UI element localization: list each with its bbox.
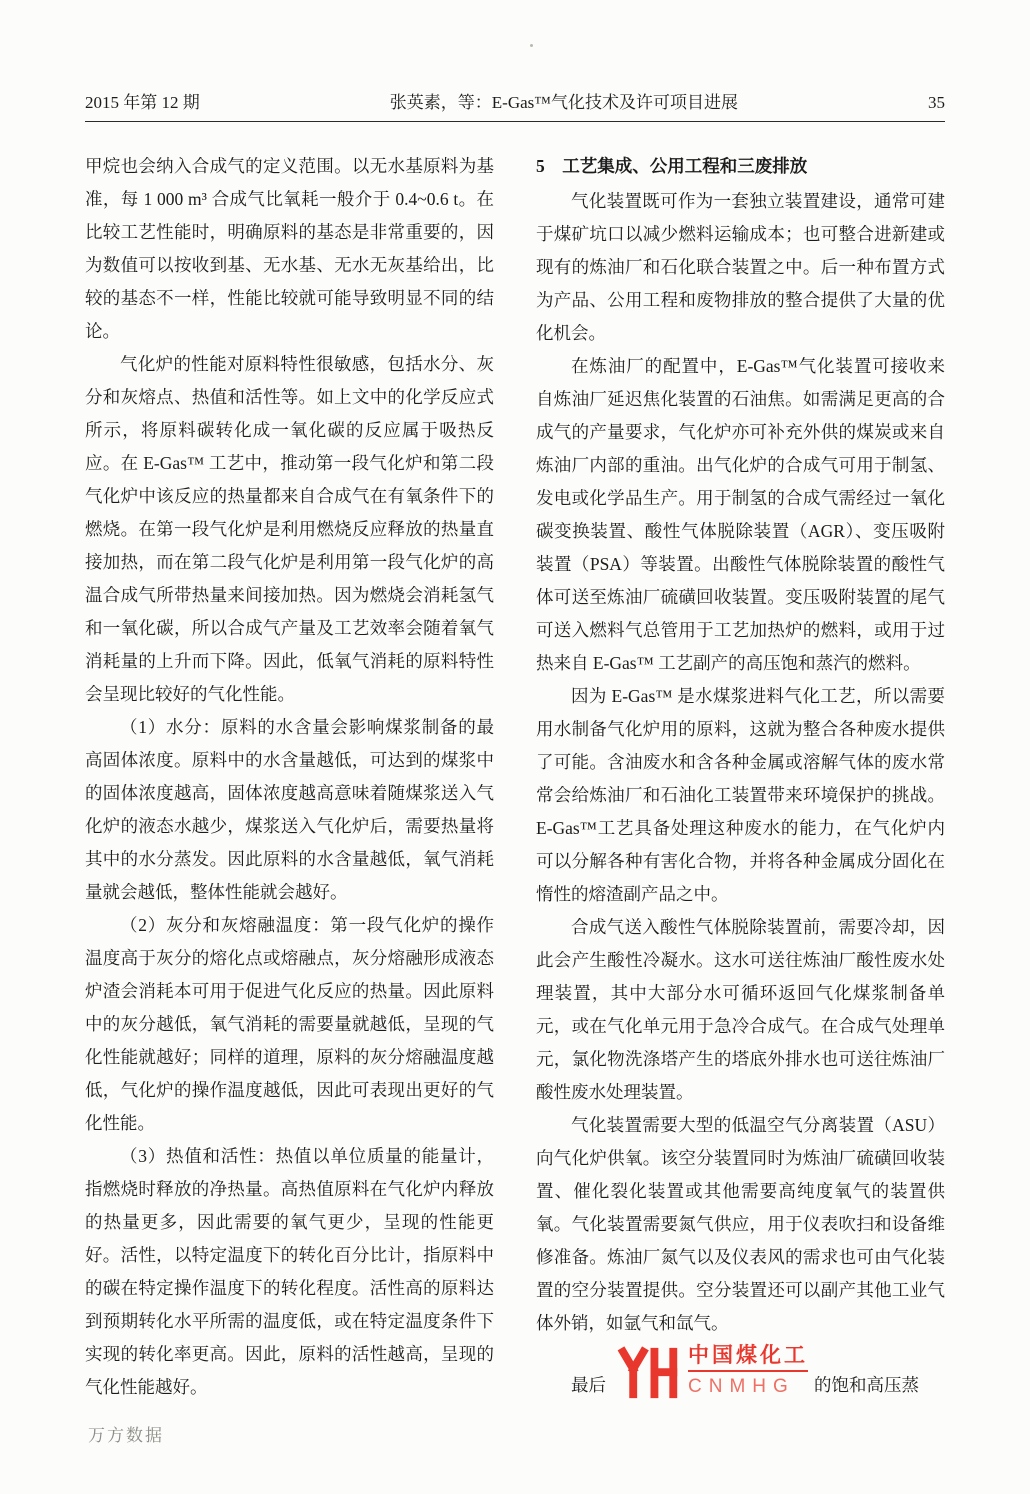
header-rule xyxy=(85,121,945,122)
paragraph: （1）水分：原料的水含量会影响煤浆制备的最高固体浓度。原料中的水含量越低，可达到的煤浆中的固体浓度越高，固体浓度越高意味着随煤浆送入气化炉的液态水越少，煤浆送入气化炉后，需要热量将其中的水分蒸发。因此原料的水含量越低，氧气消耗量就会越低，整体性能就会越好。 xyxy=(85,717,494,902)
wanfang-data-watermark: 万方数据 xyxy=(88,1426,164,1445)
china-coal-chem-logo-icon xyxy=(612,1344,678,1402)
last-text-line-with-watermark xyxy=(536,1342,945,1402)
watermark-brand: 中国煤化工 xyxy=(688,1342,808,1372)
scan-artifact-dot xyxy=(530,44,533,47)
header-issue: 2015 年第 12 期 xyxy=(85,93,200,112)
watermark-subbrand: CNMHG xyxy=(688,1376,795,1397)
section-heading: 5 工艺集成、公用工程和三废排放 xyxy=(536,156,808,176)
watermark-text xyxy=(688,1342,808,1402)
paragraph: 气化装置需要大型的低温空气分离装置（ASU）向气化炉供氧。该空分装置同时为炼油厂硫磺回收装置、催化裂化装置或其他需要高纯度氧气的装置供氧。气化装置需要氮气供应，用于仪表吹扫和设备维修准备。炼油厂氮气以及仪表风的需求也可由气化装置的空分装置提供。空分装置还可以副产其他工业气体外销，如氩气和氙气。 xyxy=(536,1115,945,1333)
left-column xyxy=(85,150,494,1404)
right-column xyxy=(536,150,945,1404)
paragraph: 因为 E-Gas™ 是水煤浆进料气化工艺，所以需要用水制备气化炉用的原料，这就为整合各种废水提供了可能。含油废水和含各种金属或溶解气体的废水常常会给炼油厂和石油化工装置带来环境保护的挑战。E-Gas™工艺具备处理这种废水的能力，在气化炉内可以分解各种有害化合物，并将各种金属成分固化在惰性的熔渣副产品之中。 xyxy=(536,686,945,904)
paragraph: 气化炉的性能对原料特性很敏感，包括水分、灰分和灰熔点、热值和活性等。如上文中的化学反应式所示，将原料碳转化成一氧化碳的反应属于吸热反应。在 E-Gas™ 工艺中，推动第一段气化炉和第二段气化炉中该反应的热量都来自合成气在有氧条件下的燃烧。在第一段气化炉是利用燃烧反应释放的热量直接加热，而在第二段气化炉是利用第一段气化炉的高温合成气所带热量来间接加热。因为燃烧会消耗氢气和一氧化碳，所以合成气产量及工艺效率会随着氧气消耗量的上升而下降。因此，低氧气消耗的原料特性会呈现比较好的气化性能。 xyxy=(85,354,494,704)
paragraph: （2）灰分和灰熔融温度：第一段气化炉的操作温度高于灰分的熔化点或熔融点，灰分熔融形成液态炉渣会消耗本可用于促进气化反应的热量。因此原料中的灰分越低，氧气消耗的需要量就越低，呈现的气化性能就越好；同样的道理，原料的灰分熔融温度越低，气化炉的操作温度越低，因此可表现出更好的气化性能。 xyxy=(85,915,494,1133)
header-page-number: 35 xyxy=(928,93,945,112)
paragraph: 合成气送入酸性气体脱除装置前，需要冷却，因此会产生酸性冷凝水。这水可送往炼油厂酸性废水处理装置，其中大部分水可循环返回气化煤浆制备单元，或在气化单元用于急冷合成气。在合成气处理单元，氯化物洗涤塔产生的塔底外排水也可送往炼油厂酸性废水处理装置。 xyxy=(536,917,945,1102)
paragraph: （3）热值和活性：热值以单位质量的能量计，指燃烧时释放的净热量。高热值原料在气化炉内释放的热量更多，因此需要的氧气更少，呈现的性能更好。活性，以特定温度下的转化百分比计，指原料中的碳在特定操作温度下的转化程度。活性高的原料达到预期转化水平所需的温度低，或在特定温度条件下实现的转化率更高。因此，原料的活性越高，呈现的气化性能越好。 xyxy=(85,1146,494,1397)
running-header xyxy=(85,88,945,113)
paragraph: 甲烷也会纳入合成气的定义范围。以无水基原料为基准，每 1 000 m³ 合成气比氧耗一般介于 0.4~0.6 t。在比较工艺性能时，明确原料的基态是非常重要的，因为数值可以按收到基、无水基、无水无灰基给出，比较的基态不一样，性能比较就可能导致明显不同的结论。 xyxy=(85,156,494,341)
watermark xyxy=(612,1342,808,1402)
two-column-body xyxy=(85,150,945,1404)
text-fragment: 的饱和高压蒸 xyxy=(814,1375,919,1395)
paragraph: 在炼油厂的配置中，E-Gas™气化装置可接收来自炼油厂延迟焦化装置的石油焦。如需满足更高的合成气的产量要求，气化炉亦可补充外供的煤炭或来自炼油厂内部的重油。出气化炉的合成气可用于制氢、发电或化学品生产。用于制氢的合成气需经过一氧化碳变换装置、酸性气体脱除装置（AGR）、变压吸附装置（PSA）等装置。出酸性气体脱除装置的酸性气体可送至炼油厂硫磺回收装置。变压吸附装置的尾气可送入燃料气总管用于工艺加热炉的燃料，或用于过热来自 E-Gas™ 工艺副产的高压饱和蒸汽的燃料。 xyxy=(536,356,945,673)
text-fragment: 最后 xyxy=(571,1375,606,1395)
header-title: 张英素，等：E-Gas™气化技术及许可项目进展 xyxy=(389,93,738,112)
paragraph: 气化装置既可作为一套独立装置建设，通常可建于煤矿坑口以减少燃料运输成本；也可整合进新建或现有的炼油厂和石化联合装置之中。后一种布置方式为产品、公用工程和废物排放的整合提供了大量的优化机会。 xyxy=(536,191,945,343)
